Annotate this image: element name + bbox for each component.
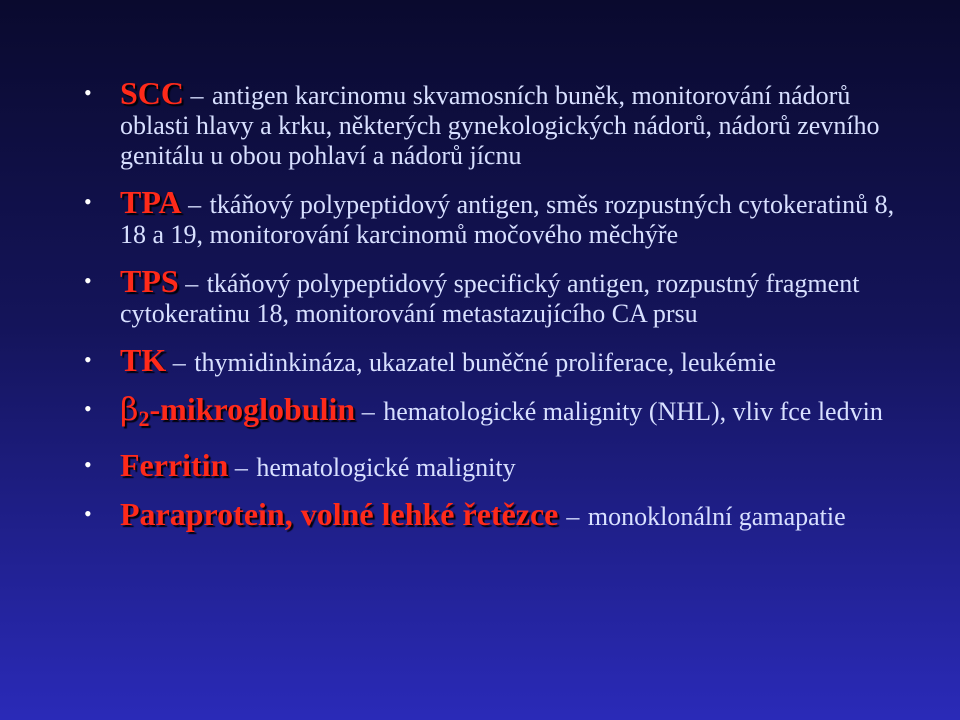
list-item-tpa	[84, 184, 924, 250]
term-scc: SCC	[120, 75, 185, 111]
bullet-icon: •	[84, 189, 92, 214]
list-item-beta2-microglobulin	[84, 390, 924, 434]
description: tkáňový polypeptidový antigen, směs rozpustných cytokeratinů 8, 18 a 19, monitorování karcinomů močového měchýře	[120, 190, 895, 249]
list-item-paraprotein	[84, 496, 924, 532]
list-item-tps	[84, 263, 924, 329]
dash: –	[190, 81, 204, 110]
term-paraprotein: Paraprotein, volné lehké řetězce	[120, 496, 567, 532]
description: thymidinkináza, ukazatel buněčné proliferace, leukémie	[194, 348, 777, 377]
list-item-scc	[84, 75, 924, 171]
term-tpa: TPA	[120, 184, 182, 220]
bullet-icon: •	[84, 80, 92, 105]
dash: –	[361, 397, 375, 426]
term-microglobulin: -mikroglobulin	[149, 391, 356, 427]
bullet-icon: •	[84, 501, 92, 526]
bullet-icon: •	[84, 347, 92, 372]
term-tps: TPS	[120, 263, 179, 299]
bullet-icon: •	[84, 268, 92, 293]
description: antigen karcinomu skvamosních buněk, monitorování nádorů oblasti hlavy a krku, některých gynekologických nádorů, nádorů zevního genitálu u obou pohlaví a nádorů jícnu	[120, 81, 880, 170]
list-item-tk	[84, 342, 924, 378]
list-item-ferritin	[84, 447, 924, 483]
dash: –	[566, 502, 580, 531]
bullet-icon: •	[84, 396, 92, 421]
term-tk: TK	[120, 342, 167, 378]
description: monoklonální gamapatie	[587, 502, 846, 531]
description: tkáňový polypeptidový specifický antigen, rozpustný fragment cytokeratinu 18, monitorování metastazujícího CA prsu	[120, 269, 860, 328]
bullet-list	[84, 75, 924, 532]
bullet-icon: •	[84, 452, 92, 477]
beta-subscript: 2	[138, 406, 150, 431]
dash: –	[185, 269, 199, 298]
term-ferritin: Ferritin	[120, 447, 229, 483]
dash: –	[234, 453, 248, 482]
description: hematologické malignity (NHL), vliv fce ledvin	[383, 397, 883, 426]
dash: –	[172, 348, 186, 377]
dash: –	[188, 190, 202, 219]
description: hematologické malignity	[256, 453, 516, 482]
beta-symbol: β	[120, 390, 139, 428]
